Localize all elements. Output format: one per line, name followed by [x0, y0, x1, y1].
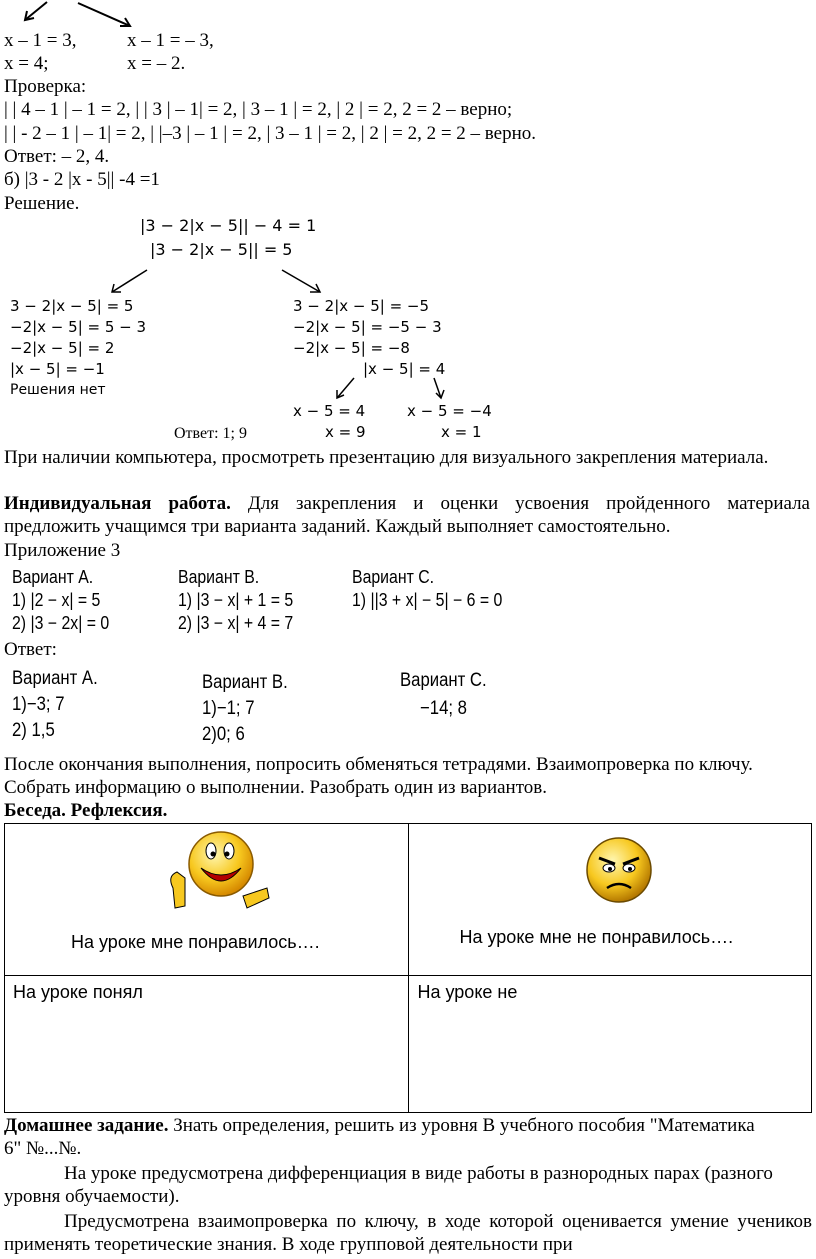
sub-left-1: x − 5 = 4 [293, 402, 366, 420]
sub-right-2: x = 1 [441, 423, 482, 441]
cell-disliked[interactable] [409, 824, 812, 976]
eq-right-2: x = – 2. [127, 53, 186, 74]
left-step-1: 3 − 2|x − 5| = 5 [10, 297, 134, 315]
variant-b-task-1: 1) |3 − x| + 1 = 5 [178, 590, 294, 610]
no-solution-label: Решения нет [10, 382, 106, 398]
problem-b-statement: б) |3 - 2 |x - 5|| -4 =1 [4, 169, 160, 190]
variant-b-task-2: 2) |3 − x| + 4 = 7 [178, 613, 294, 633]
arrow-top-right [78, 3, 130, 26]
left-step-2: −2|x − 5| = 5 − 3 [10, 318, 147, 336]
homework [4, 1114, 764, 1160]
variant-a-title: Вариант А. [12, 567, 94, 587]
individual-work-text: Для закрепления и оценки усвоения пройденного материала предложить учащимся три варианта заданий. Каждый выполняет самостоятельно. [4, 493, 810, 537]
after-work-note: После окончания выполнения, попросить обменяться тетрадями. Взаимопроверка по ключу. Собрать информацию о выполнении. Разобрать один из вариантов. [4, 754, 753, 798]
eq-main-2: |3 − 2|x − 5|| = 5 [150, 240, 293, 259]
reflection-table [4, 823, 812, 1113]
arrow-left-branch [112, 270, 147, 292]
answer-b-1: 1)−1; 7 [202, 698, 255, 719]
sub-left-2: x = 9 [325, 423, 366, 441]
variant-a-task-2: 2) |3 − 2x| = 0 [12, 613, 110, 633]
frowning-smiley-icon [579, 834, 659, 904]
variant-c-task-1: 1) ||3 + x| − 5| − 6 = 0 [352, 590, 503, 610]
individual-work [4, 492, 810, 538]
right-step-4: |x − 5| = 4 [363, 360, 446, 378]
answer-c-1: −14; 8 [420, 698, 467, 719]
computer-note: При наличии компьютера, просмотреть презентацию для визуального закрепления материала. [4, 447, 769, 468]
eq-right-1: x – 1 = – 3, [127, 30, 214, 51]
arrow-right-branch [282, 270, 320, 292]
solution-title: Решение. [4, 193, 80, 214]
answers-title: Ответ: [4, 639, 57, 660]
reflection-title: Беседа. Рефлексия. [4, 800, 168, 821]
right-step-3: −2|x − 5| = −8 [293, 339, 410, 357]
homework-heading: Домашнее задание. [4, 1115, 169, 1136]
arrow-top-left [25, 2, 47, 20]
right-step-1: 3 − 2|x − 5| = −5 [293, 297, 430, 315]
understood-label: На уроке понял [13, 982, 143, 1002]
left-step-3: −2|x − 5| = 2 [10, 339, 115, 357]
eq-main-1: |3 − 2|x − 5|| − 4 = 1 [140, 216, 317, 235]
right-step-2: −2|x − 5| = −5 − 3 [293, 318, 442, 336]
cell-not-understood[interactable] [409, 976, 812, 1113]
appendix-label: Приложение 3 [4, 540, 121, 561]
left-step-4: |x − 5| = −1 [10, 360, 105, 378]
closing-paragraph-2: Предусмотрена взаимопроверка по ключу, в ходе которой оценивается умение учеников применять теоретические знания. В ходе групповой деятельности при [4, 1211, 812, 1255]
check-title: Проверка: [4, 76, 87, 97]
arrow-sub-left [337, 378, 354, 398]
answer-a: Ответ: – 2, 4. [4, 146, 110, 167]
answer-c-title: Вариант С. [400, 670, 487, 691]
variant-b-title: Вариант В. [178, 567, 260, 587]
answer-a-2: 2) 1,5 [12, 720, 55, 741]
check-line-1: | | 4 – 1 | – 1 = 2, | | 3 | – 1| = 2, | 3 – 1 | = 2, | 2 | = 2, 2 = 2 – верно; [4, 99, 513, 120]
cell-liked[interactable] [5, 824, 409, 976]
answer-a-1: 1)−3; 7 [12, 694, 65, 715]
variant-c-title: Вариант С. [352, 567, 435, 587]
liked-label: На уроке мне понравилось…. [71, 932, 320, 952]
thumbs-up-smiley-icon [163, 826, 273, 916]
check-line-2: | | - 2 – 1 | – 1| = 2, | |–3 | – 1 | = 2, | 3 – 1 | = 2, | 2 | = 2, 2 = 2 – верно. [4, 123, 537, 144]
sub-right-1: x − 5 = −4 [407, 402, 492, 420]
not-understood-label: На уроке не [417, 982, 518, 1002]
eq-left-2: x = 4; [4, 53, 49, 74]
cell-understood[interactable] [5, 976, 409, 1113]
closing-paragraph-1: На уроке предусмотрена дифференциация в виде работы в разнородных парах (разного уровня обучаемости). [4, 1163, 773, 1207]
individual-work-heading: Индивидуальная работа. [4, 493, 231, 514]
answer-b: Ответ: 1; 9 [174, 425, 247, 442]
eq-left-1: x – 1 = 3, [4, 30, 77, 51]
answer-b-2: 2)0; 6 [202, 724, 245, 745]
answer-b-title: Вариант В. [202, 672, 288, 693]
answer-a-title: Вариант А. [12, 668, 98, 689]
disliked-label: На уроке мне не понравилось…. [459, 927, 734, 947]
homework-text: Знать определения, решить из уровня В учебного пособия "Математика 6" №...№. [4, 1115, 755, 1159]
variant-a-task-1: 1) |2 − x| = 5 [12, 590, 101, 610]
